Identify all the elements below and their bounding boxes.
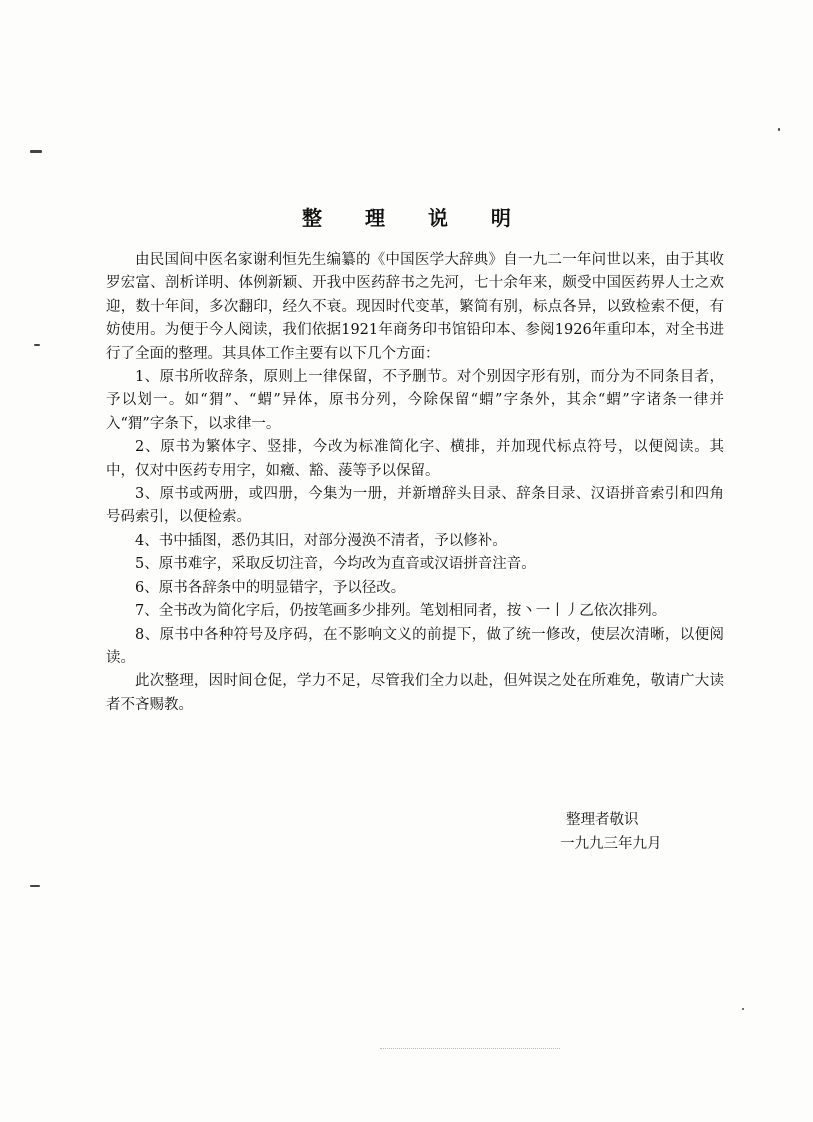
item-paragraph-6: 6、原书各辞条中的明显错字，予以径改。: [135, 579, 406, 596]
item-paragraph-4: 4、书中插图，悉仍其旧，对部分漫涣不清者，予以修补。: [135, 532, 507, 549]
item-paragraph-3: 3、原书或两册，或四册，今集为一册，并新增辞头目录、辞条目录、汉语拼音索引和四角号码索引，以便检索。: [106, 486, 724, 526]
scan-speck: [30, 885, 40, 887]
item-paragraph-7: 7、全书改为简化字后，仍按笔画多少排列。笔划相同者，按丶一丨丿乙依次排列。: [135, 603, 667, 620]
signature-name: 整理者敬识: [566, 812, 639, 828]
signature-block: [560, 808, 662, 856]
scan-speck: [34, 344, 40, 346]
intro-paragraph: 由民国间中医名家谢利恒先生编纂的《中国医学大辞典》自一九二一年问世以来，由于其收罗宏富、剖析详明、体例新颖、开我中医药辞书之先河，七十余年来，颇受中国医药界人士之欢迎，数十年间，多次翻印，经久不衰。现因时代变革，繁简有别，标点各异，以致检索不便，有妨使用。为便于今人阅读，我们依据1921年商务印书馆铅印本、参阅1926年重印本，对全书进行了全面的整理。其具体工作主要有以下几个方面：: [106, 252, 724, 362]
item-paragraph-5: 5、原书难字，采取反切注音，今均改为直音或汉语拼音注音。: [135, 556, 536, 573]
body-text: [106, 249, 724, 717]
item-paragraph-8: 8、原书中各种符号及序码，在不影响文义的前提下，做了统一修改，使层次清晰，以便阅读。: [106, 626, 724, 666]
scan-speck: [30, 150, 42, 153]
closing-paragraph: 此次整理，因时间仓促，学力不足，尽管我们全力以赴，但舛误之处在所难免，敬请广大读者不吝赐教。: [106, 673, 724, 713]
scan-speck: [742, 1008, 744, 1010]
item-paragraph-2: 2、原书为繁体字、竖排，今改为标准简化字、横排，并加现代标点符号，以便阅读。其中，仅对中医药专用字，如癥、豁、蔆等予以保留。: [106, 439, 724, 479]
scan-speck: [778, 128, 780, 131]
signature-date: 一九九三年九月: [560, 836, 662, 852]
item-paragraph-1: 1、原书所收辞条，原则上一律保留，不予删节。对个别因字形有别，而分为不同条目者，予以划一。如“猬”、“蝟”异体，原书分列，今除保留“蝟”字条外，其余“蝟”字诸条一律并入“猬”字条下，以求律一。: [106, 369, 724, 432]
page-title: 整 理 说 明: [302, 206, 529, 230]
scan-artifact-line: [380, 1048, 560, 1050]
